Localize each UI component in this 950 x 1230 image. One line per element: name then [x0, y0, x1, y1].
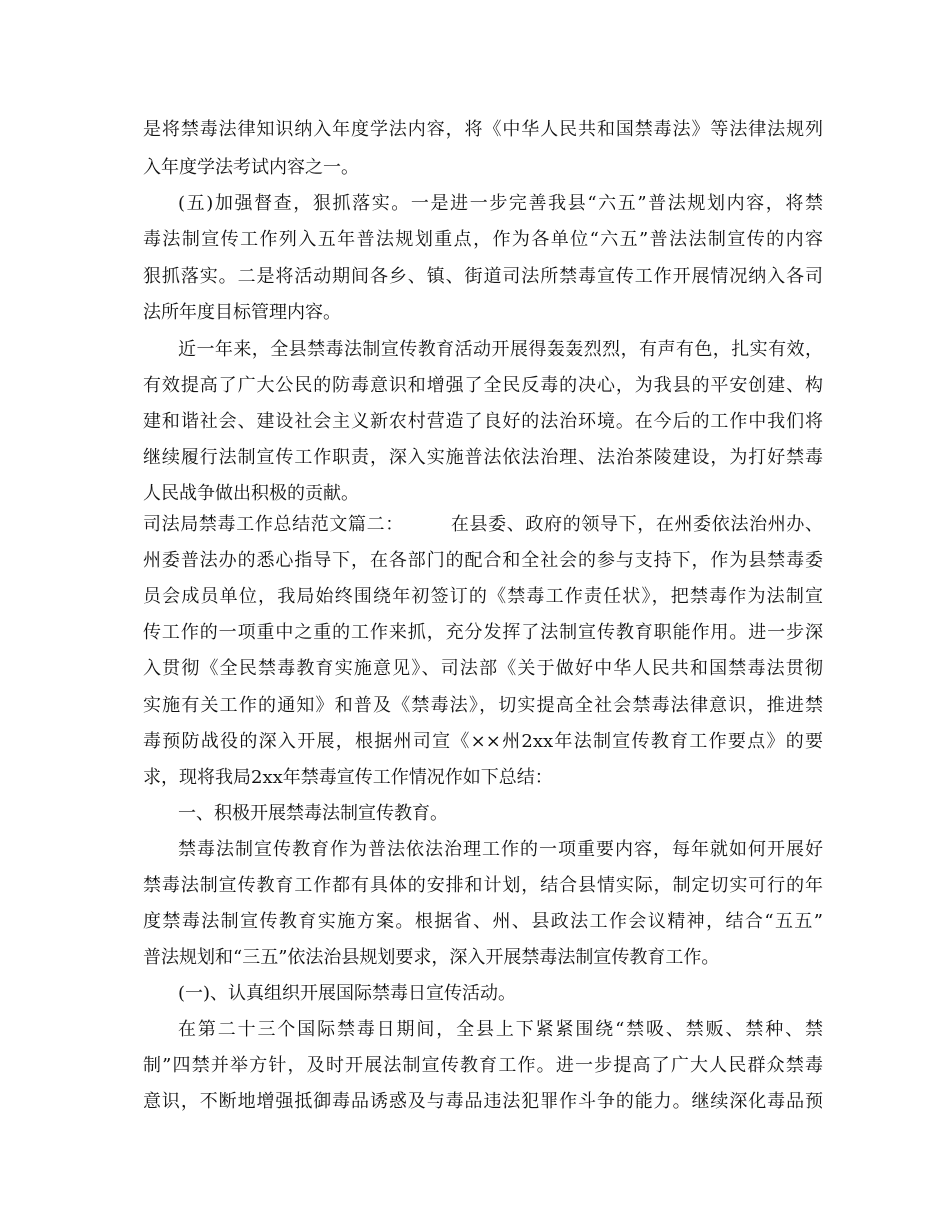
text-line: 是将禁毒法律知识纳入年度学法内容，将《中华人民共和国禁毒法》等法律法规列	[143, 119, 823, 140]
text-line: 禁毒法制宣传教育工作都有具体的安排和计划，结合县情实际，制定切实可行的年	[143, 875, 823, 896]
text-line: 度禁毒法制宣传教育实施方案。根据省、州、县政法工作会议精神，结合“五五”	[143, 911, 823, 932]
text-line: 毒预防战役的深入开展，根据州司宣《××州2xx年法制宣传教育工作要点》的要	[143, 731, 823, 752]
text-line: 在第二十三个国际禁毒日期间，全县上下紧紧围绕“禁吸、禁贩、禁种、禁	[178, 1019, 823, 1040]
text-line: 人民战争做出积极的贡献。	[143, 483, 359, 504]
text-line: 州委普法办的悉心指导下，在各部门的配合和全社会的参与支持下，作为县禁毒委	[143, 550, 823, 571]
text-line: 普法规划和“三五”依法治县规划要求，深入开展禁毒法制宣传教育工作。	[143, 947, 720, 968]
text-line: 近一年来，全县禁毒法制宣传教育活动开展得轰轰烈烈，有声有色，扎实有效，	[178, 339, 823, 360]
text-line: 员会成员单位，我局始终围绕年初签订的《禁毒工作责任状》，把禁毒作为法制宣	[143, 586, 823, 607]
text-line: 法所年度目标管理内容。	[143, 302, 341, 323]
text-line: 制”四禁并举方针，及时开展法制宣传教育工作。进一步提高了广大人民群众禁毒	[143, 1055, 823, 1076]
section-heading: 一、积极开展禁毒法制宣传教育。	[178, 803, 448, 824]
text-line: 实施有关工作的通知》和普及《禁毒法》，切实提高全社会禁毒法律意识，推进禁	[143, 695, 823, 716]
text-line: (五)加强督查，狠抓落实。一是进一步完善我县“六五”普法规划内容，将禁	[178, 193, 823, 214]
text-line: 司法局禁毒工作总结范文篇二： 在县委、政府的领导下，在州委依法治州办、	[143, 514, 823, 535]
text-line: 毒法制宣传工作列入五年普法规划重点，作为各单位“六五”普法法制宣传的内容	[143, 229, 823, 250]
text-line: 继续履行法制宣传工作职责，深入实施普法依法治理、法治茶陵建设，为打好禁毒	[143, 447, 823, 468]
text-line: 意识，不断地增强抵御毒品诱惑及与毒品违法犯罪作斗争的能力。继续深化毒品预	[143, 1091, 823, 1112]
text-line: 入贯彻《全民禁毒教育实施意见》、司法部《关于做好中华人民共和国禁毒法贯彻	[143, 658, 823, 679]
text-line: 建和谐社会、建设社会主义新农村营造了良好的法治环境。在今后的工作中我们将	[143, 411, 823, 432]
text-line: 传工作的一项重中之重的工作来抓，充分发挥了法制宣传教育职能作用。进一步深	[143, 622, 823, 643]
text-line: 狠抓落实。二是将活动期间各乡、镇、街道司法所禁毒宣传工作开展情况纳入各司	[143, 266, 823, 287]
text-line: 有效提高了广大公民的防毒意识和增强了全民反毒的决心，为我县的平安创建、构	[143, 375, 823, 396]
text-line: 求，现将我局2xx年禁毒宣传工作情况作如下总结：	[143, 767, 553, 788]
text-line: 禁毒法制宣传教育作为普法依法治理工作的一项重要内容，每年就如何开展好	[178, 839, 823, 860]
subsection-heading: (一)、认真组织开展国际禁毒日宣传活动。	[178, 983, 517, 1004]
text-line: 入年度学法考试内容之一。	[143, 157, 359, 178]
